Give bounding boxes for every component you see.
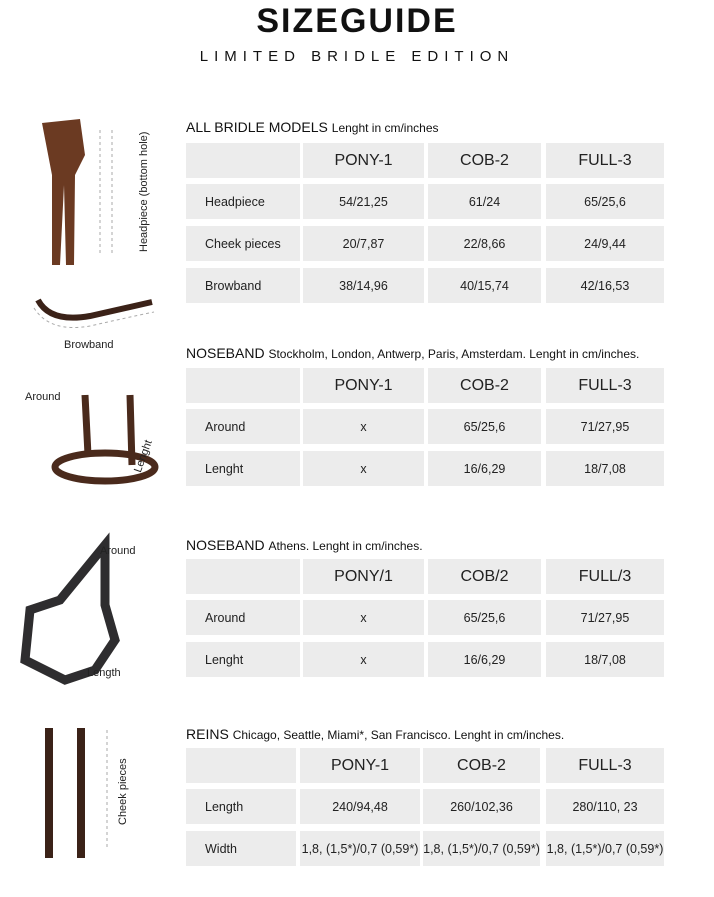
table-cell: 65/25,6	[428, 409, 541, 444]
row-label: Around	[186, 409, 300, 444]
table-header-blank	[186, 368, 300, 403]
section-note: Athens. Lenght in cm/inches.	[268, 539, 423, 553]
headpiece-image	[30, 115, 140, 275]
table-cell: 1,8, (1,5*)/0,7 (0,59*)	[300, 831, 420, 866]
table-cell: x	[303, 600, 424, 635]
column-header: FULL-3	[546, 748, 664, 783]
table-cell: x	[303, 409, 424, 444]
table-cell: 71/27,95	[546, 600, 664, 635]
column-header: COB/2	[428, 559, 541, 594]
row-label: Width	[186, 831, 296, 866]
column-header: PONY-1	[300, 748, 420, 783]
table-header-blank	[186, 748, 296, 783]
column-header: COB-2	[428, 143, 541, 178]
noseband-length-label: Lenght	[132, 438, 155, 475]
row-label: Cheek pieces	[186, 226, 300, 261]
table-cell: 22/8,66	[428, 226, 541, 261]
noseband-around-label: Around	[25, 391, 61, 403]
table-cell: 20/7,87	[303, 226, 424, 261]
table-cell: 280/110, 23	[546, 789, 664, 824]
section-note: Lenght in cm/inches	[331, 121, 439, 135]
table-cell: 18/7,08	[546, 642, 664, 677]
column-header: COB-2	[428, 368, 541, 403]
table-cell: 54/21,25	[303, 184, 424, 219]
section-note: Stockholm, London, Antwerp, Paris, Amsterdam. Lenght in cm/inches.	[268, 347, 640, 361]
table-cell: 71/27,95	[546, 409, 664, 444]
table-cell: 42/16,53	[546, 268, 664, 303]
table-cell: 260/102,36	[423, 789, 540, 824]
browband-image	[30, 288, 160, 338]
table-cell: 40/15,74	[428, 268, 541, 303]
section-title	[186, 345, 639, 361]
athens-length-label: Length	[87, 667, 121, 679]
row-label: Around	[186, 600, 300, 635]
table-header-blank	[186, 143, 300, 178]
table-cell: 1,8, (1,5*)/0,7 (0,59*)	[546, 831, 664, 866]
table-header-blank	[186, 559, 300, 594]
section-heading: REINS	[186, 726, 229, 742]
table-cell: 65/25,6	[546, 184, 664, 219]
column-header: PONY-1	[303, 368, 424, 403]
page-subtitle: LIMITED BRIDLE EDITION	[199, 48, 515, 65]
section-note: Chicago, Seattle, Miami*, San Francisco. Lenght in cm/inches.	[232, 728, 565, 742]
table-cell: x	[303, 642, 424, 677]
row-label: Browband	[186, 268, 300, 303]
section-title	[186, 726, 564, 742]
column-header: PONY-1	[303, 143, 424, 178]
page-title: SIZEGUIDE	[256, 2, 458, 40]
table-cell: 24/9,44	[546, 226, 664, 261]
table-cell: 61/24	[428, 184, 541, 219]
headpiece-label: Headpiece (bottom hole)	[138, 131, 150, 252]
column-header: FULL-3	[546, 368, 664, 403]
section-title	[186, 537, 423, 553]
row-label: Lenght	[186, 451, 300, 486]
row-label: Lenght	[186, 642, 300, 677]
reins-cheek-label: Cheek pieces	[117, 758, 129, 825]
section-heading: NOSEBAND	[186, 345, 265, 361]
reins-image	[35, 720, 125, 860]
table-cell: x	[303, 451, 424, 486]
table-cell: 240/94,48	[300, 789, 420, 824]
column-header: FULL/3	[546, 559, 664, 594]
section-heading: ALL BRIDLE MODELS	[186, 119, 328, 135]
table-cell: 16/6,29	[428, 451, 541, 486]
row-label: Length	[186, 789, 296, 824]
column-header: COB-2	[423, 748, 540, 783]
table-cell: 18/7,08	[546, 451, 664, 486]
column-header: PONY/1	[303, 559, 424, 594]
table-cell: 65/25,6	[428, 600, 541, 635]
row-label: Headpiece	[186, 184, 300, 219]
table-cell: 38/14,96	[303, 268, 424, 303]
athens-around-label: Around	[100, 545, 136, 557]
browband-label: Browband	[64, 339, 114, 351]
table-cell: 1,8, (1,5*)/0,7 (0,59*)	[423, 831, 540, 866]
column-header: FULL-3	[546, 143, 664, 178]
section-heading: NOSEBAND	[186, 537, 265, 553]
table-cell: 16/6,29	[428, 642, 541, 677]
section-title	[186, 119, 439, 135]
